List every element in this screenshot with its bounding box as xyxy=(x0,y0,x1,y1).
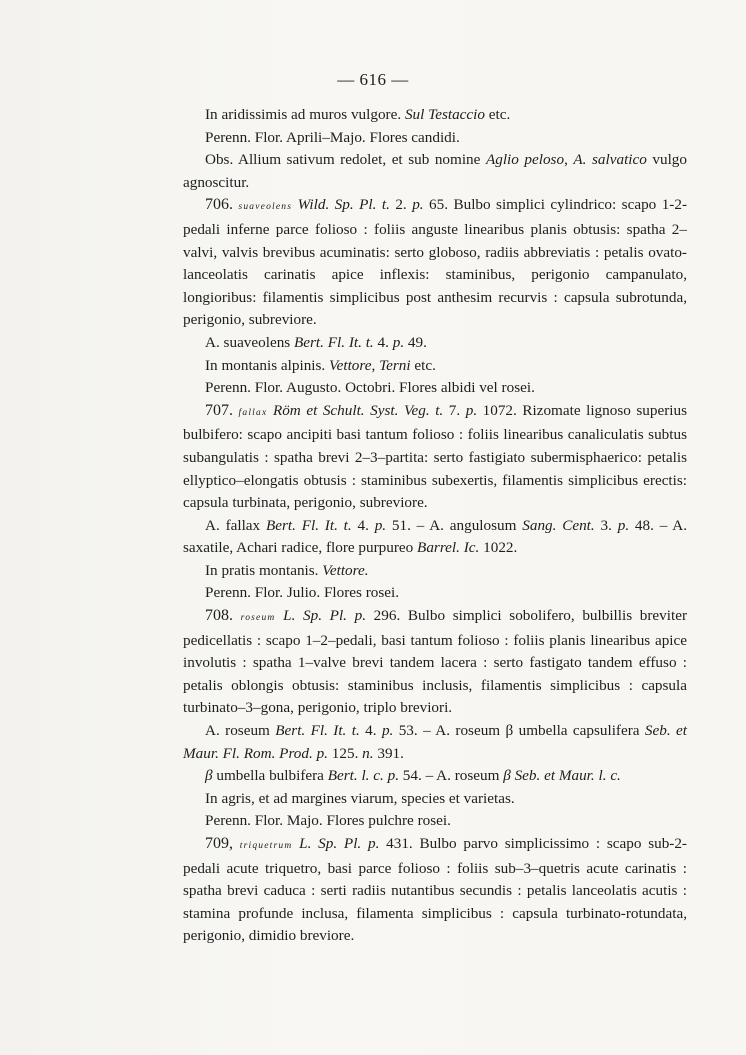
flowering-708: Perenn. Flor. Majo. Flores pulchre rosei. xyxy=(205,812,451,830)
entry-708: 708. roseum L. Sp. Pl. p. 296. Bulbo simplici sobolifero, bulbillis breviter pedicellatis : scapo 1–2–pedali, basi tantum folioso : foliis planis linearibus apice involutis : spatha 1–valve brevi tandem lacera : serto fastigato tandem effuso : petalis oblongis obtusis: staminibus inclusis, filamentis simplicibus : capsula turbinato–3–gona, perigonio, triplo breviori. xyxy=(183,607,687,717)
entry-706: 706. suaveolens Wild. Sp. Pl. t. 2. p. 65. Bulbo simplici cylindrico: scapo 1-2-pedali inferne parce folioso : foliis anguste linearibus planis obtusis: spatha 2–valvi, valvis brevibus acuminatis: serto globoso, radiis abbreviatis : petalis ovato-lanceolatis carinatis apice inflexis: staminibus, perigonio campanulato, longioribus: filamentis simplicibus post anthesim recurvis : capsula subrotunda, perigonio, subreviore. xyxy=(183,196,688,329)
page-text xyxy=(183,104,687,948)
habitat-707: In pratis montanis. Vettore. xyxy=(205,561,369,579)
flowering-706: Perenn. Flor. Augusto. Octobri. Flores albidi vel rosei. xyxy=(205,379,535,397)
synonym-707: A. fallax Bert. Fl. It. t. 4. p. 51. – A. angulosum Sang. Cent. 3. p. 48. – A. saxatile, Achari radice, flore purpureo Barrel. Ic. 1022. xyxy=(183,516,688,557)
habitat-708: In agris, et ad margines viarum, species et varietas. xyxy=(205,789,515,807)
entry-707: 707. fallax Röm et Schult. Syst. Veg. t. 7. p. 1072. Rizomate lignoso superius bulbifero: scapo ancipiti basi tantum folioso : foliis linearibus canaliculatis subtus subangulatis : spatha brevi 2–3–partita: serto fastigiato subermisphaerico: petalis ellyptico–elongatis obtusis : staminibus subexertis, filamentis simplicibus erectis: capsula turbinata, perigonio, subreviore. xyxy=(183,401,688,512)
habitat-706: In montanis alpinis. Vettore, Terni etc. xyxy=(205,356,436,374)
synonym-708: A. roseum Bert. Fl. It. t. 4. p. 53. – A. roseum β umbella capsulifera Seb. et Maur. Fl. Rom. Prod. p. 125. n. 391. xyxy=(183,722,687,762)
paragraph-habitat-sativum: In aridissimis ad muros vulgore. Sul Testaccio etc. xyxy=(205,106,511,123)
paragraph-flowering-sativum: Perenn. Flor. Aprili–Majo. Flores candidi. xyxy=(205,128,460,146)
flowering-707: Perenn. Flor. Julio. Flores rosei. xyxy=(205,584,400,602)
paragraph-obs: Obs. Allium sativum redolet, et sub nomine Aglio peloso, A. salvatico vulgo agnoscitur. xyxy=(183,151,687,191)
variety-708: β umbella bulbifera Bert. l. c. p. 54. – A. roseum β Seb. et Maur. l. c. xyxy=(205,767,621,785)
synonym-706: A. suaveolens Bert. Fl. It. t. 4. p. 49. xyxy=(205,333,427,351)
page-number: — 616 — xyxy=(337,70,409,89)
entry-709: 709, triquetrum L. Sp. Pl. p. 431. Bulbo parvo simplicissimo : scapo sub-2-pedali acute triquetro, basi parce folioso : foliis sub–3–quetris acute carinatis : spatha brevi caduca : serti radiis nutantibus secundis : petalis lanceolatis acutis : stamina profunde inclusa, filamenta simplicibus : capsula turbinato-rotundata, perigonio, dimidio breviore. xyxy=(183,835,687,945)
